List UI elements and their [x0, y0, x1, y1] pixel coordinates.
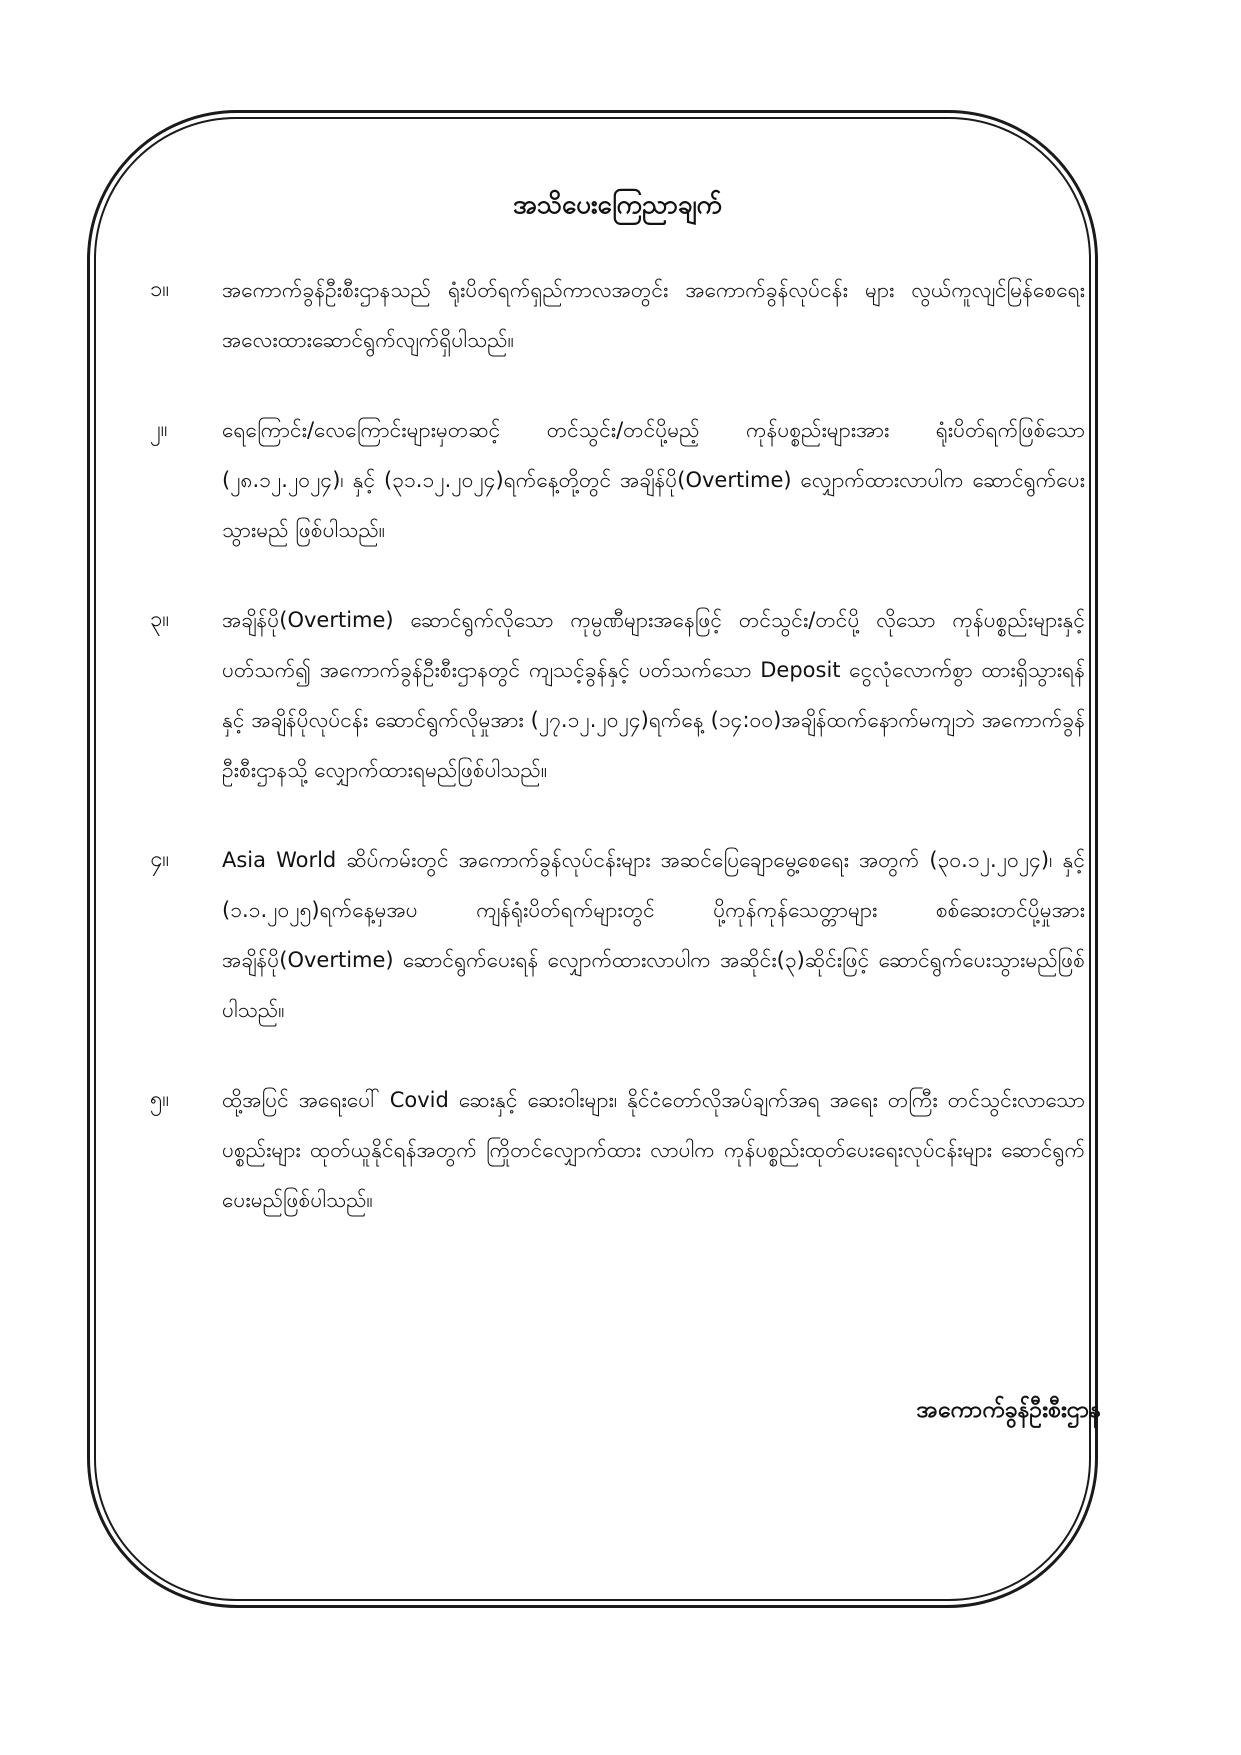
notice-title: အသိပေးကြေညာချက်	[513, 190, 722, 220]
item-number: ၁။	[150, 277, 170, 302]
item-number: ၂။	[150, 417, 168, 442]
item-number: ၃။	[150, 607, 170, 632]
item-text: ထို့အပြင် အရေးပေါ် Covid ဆေးနှင့် ဆေးဝါးများ၊ နိုင်ငံတော်လိုအပ်ချက်အရ အရေး တကြီး တင်သွင်းလာသောပစ္စည်းများ ထုတ်ယူနိုင်ရန်အတွက် ကြိုတင်လျှောက်ထား လာပါက ကုန်ပစ္စည်းထုတ်ပေးရေးလုပ်ငန်းများ ဆောင်ရွက်ပေးမည်ဖြစ်ပါသည်။	[222, 1088, 1085, 1212]
notice-item	[150, 405, 1085, 555]
notice-body	[150, 185, 1085, 1265]
notice-item	[150, 1075, 1085, 1225]
item-text: အကောက်ခွန်ဦးစီးဌာနသည် ရုံးပိတ်ရက်ရှည်ကာလအတွင်း အကောက်ခွန်လုပ်ငန်း များ လွယ်ကူလျင်မြန်စေရေး အလေးထားဆောင်ရွက်လျက်ရှိပါသည်။	[222, 278, 1085, 352]
item-text: ရေကြောင်း/လေကြောင်းများမှတဆင့် တင်သွင်း/တင်ပို့မည့် ကုန်ပစ္စည်းများအား ရုံးပိတ်ရက်ဖြစ်သော (၂၈.၁၂.၂၀၂၄)၊ နှင့် (၃၁.၁၂.၂၀၂၄)ရက်နေ့တို့တွင် အချိန်ပို(Overtime) လျှောက်ထားလာပါက ဆောင်ရွက်ပေးသွားမည် ဖြစ်ပါသည်။	[222, 418, 1085, 542]
notice-item	[150, 265, 1085, 365]
notice-item	[150, 595, 1085, 795]
item-number: ၅။	[150, 1087, 170, 1112]
item-text: အချိန်ပို(Overtime) ဆောင်ရွက်လိုသော ကုမ္ပဏီများအနေဖြင့် တင်သွင်း/တင်ပို့ လိုသော ကုန်ပစ္စည်းများနှင့်ပတ်သက်၍ အကောက်ခွန်ဦးစီးဌာနတွင် ကျသင့်ခွန်နှင့် ပတ်သက်သော Deposit ငွေလုံလောက်စွာ ထားရှိသွားရန်နှင့် အချိန်ပိုလုပ်ငန်း ဆောင်ရွက်လိုမှုအား (၂၇.၁၂.၂၀၂၄)ရက်နေ့ (၁၄:၀၀)အချိန်ထက်နောက်မကျဘဲ အကောက်ခွန်ဦးစီးဌာနသို့ လျှောက်ထားရမည်ဖြစ်ပါသည်။	[222, 608, 1085, 782]
item-text: Asia World ဆိပ်ကမ်းတွင် အကောက်ခွန်လုပ်ငန်းများ အဆင်ပြေချောမွေ့စေရေး အတွက် (၃၀.၁၂.၂၀၂၄)၊ နှင့် (၁.၁.၂၀၂၅)ရက်နေ့မှအပ ကျန်ရုံးပိတ်ရက်များတွင် ပို့ကုန်ကုန်သေတ္တာများ စစ်ဆေးတင်ပို့မှုအား အချိန်ပို(Overtime) ဆောင်ရွက်ပေးရန် လျှောက်ထားလာပါက အဆိုင်း(၃)ဆိုင်းဖြင့် ဆောင်ရွက်ပေးသွားမည်ဖြစ်ပါသည်။	[222, 848, 1085, 1022]
notice-item	[150, 835, 1085, 1035]
item-number: ၄။	[150, 847, 170, 872]
issuer-signature: အကောက်ခွန်ဦးစီးဌာန	[916, 1397, 1101, 1423]
